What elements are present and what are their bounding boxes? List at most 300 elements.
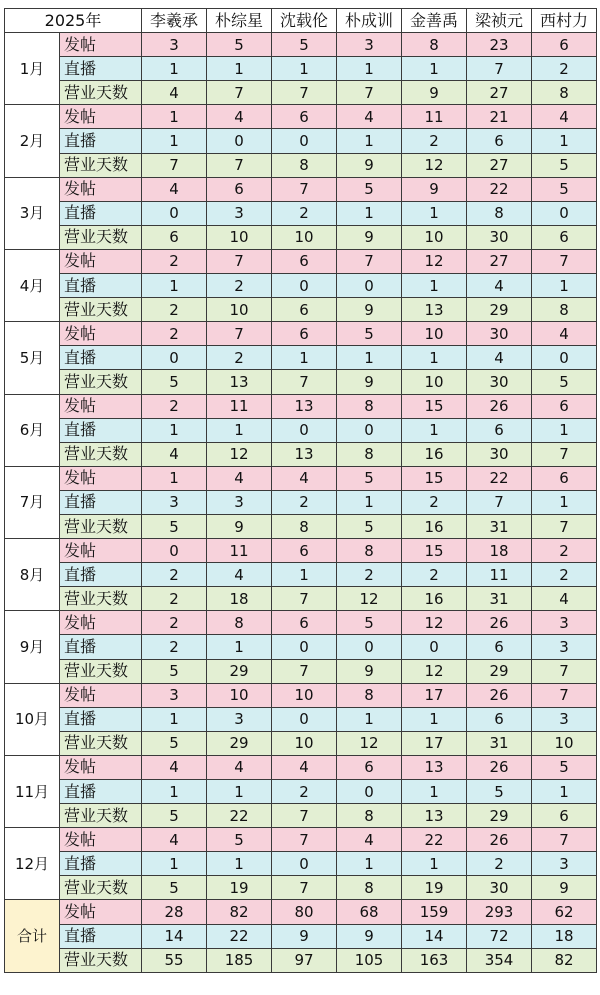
value-cell: 8 [272, 153, 337, 177]
value-cell: 7 [207, 249, 272, 273]
metric-label: 发帖 [60, 105, 142, 129]
value-cell: 5 [142, 659, 207, 683]
table-row [5, 587, 597, 611]
value-cell: 26 [467, 755, 532, 779]
value-cell: 30 [467, 442, 532, 466]
value-cell: 6 [467, 129, 532, 153]
value-cell: 7 [142, 153, 207, 177]
value-cell: 15 [402, 466, 467, 490]
value-cell: 0 [272, 274, 337, 298]
value-cell: 12 [402, 659, 467, 683]
value-cell: 31 [467, 731, 532, 755]
value-cell: 3 [532, 852, 597, 876]
value-cell: 3 [337, 33, 402, 57]
value-cell: 27 [467, 153, 532, 177]
value-cell: 26 [467, 828, 532, 852]
value-cell: 15 [402, 394, 467, 418]
value-cell: 9 [337, 659, 402, 683]
value-cell: 6 [272, 298, 337, 322]
value-cell: 1 [532, 418, 597, 442]
value-cell: 13 [272, 442, 337, 466]
value-cell: 17 [402, 731, 467, 755]
value-cell: 2 [142, 298, 207, 322]
value-cell: 12 [337, 731, 402, 755]
value-cell: 10 [402, 370, 467, 394]
value-cell: 10 [272, 731, 337, 755]
month-label: 4月 [5, 249, 60, 321]
value-cell: 105 [337, 948, 402, 972]
value-cell: 12 [402, 153, 467, 177]
value-cell: 1 [402, 346, 467, 370]
value-cell: 2 [272, 780, 337, 804]
value-cell: 2 [532, 563, 597, 587]
value-cell: 7 [272, 81, 337, 105]
value-cell: 10 [207, 683, 272, 707]
value-cell: 2 [402, 129, 467, 153]
table-row [5, 274, 597, 298]
value-cell: 3 [207, 490, 272, 514]
metric-label: 营业天数 [60, 659, 142, 683]
value-cell: 7 [272, 370, 337, 394]
value-cell: 21 [467, 105, 532, 129]
value-cell: 10 [402, 225, 467, 249]
value-cell: 2 [142, 635, 207, 659]
value-cell: 0 [337, 780, 402, 804]
value-cell: 12 [337, 587, 402, 611]
value-cell: 6 [272, 249, 337, 273]
value-cell: 18 [467, 539, 532, 563]
value-cell: 6 [207, 177, 272, 201]
value-cell: 9 [337, 924, 402, 948]
value-cell: 2 [272, 201, 337, 225]
value-cell: 4 [142, 755, 207, 779]
table-row [5, 852, 597, 876]
name-header: 金善禹 [402, 9, 467, 33]
value-cell: 4 [142, 81, 207, 105]
month-label: 8月 [5, 539, 60, 611]
metric-label: 直播 [60, 57, 142, 81]
value-cell: 4 [467, 346, 532, 370]
value-cell: 7 [337, 249, 402, 273]
value-cell: 7 [272, 587, 337, 611]
value-cell: 14 [402, 924, 467, 948]
value-cell: 15 [402, 539, 467, 563]
value-cell: 22 [207, 924, 272, 948]
value-cell: 5 [207, 828, 272, 852]
value-cell: 0 [272, 707, 337, 731]
value-cell: 7 [272, 876, 337, 900]
value-cell: 31 [467, 514, 532, 538]
value-cell: 97 [272, 948, 337, 972]
value-cell: 8 [402, 33, 467, 57]
value-cell: 2 [142, 249, 207, 273]
table-row [5, 57, 597, 81]
table-row [5, 635, 597, 659]
value-cell: 7 [467, 490, 532, 514]
value-cell: 0 [272, 129, 337, 153]
value-cell: 10 [272, 225, 337, 249]
value-cell: 1 [207, 635, 272, 659]
table-row [5, 876, 597, 900]
value-cell: 7 [532, 442, 597, 466]
value-cell: 5 [532, 153, 597, 177]
metric-label: 发帖 [60, 828, 142, 852]
metric-label: 发帖 [60, 466, 142, 490]
value-cell: 9 [337, 298, 402, 322]
value-cell: 68 [337, 900, 402, 924]
value-cell: 5 [142, 804, 207, 828]
metric-label: 发帖 [60, 683, 142, 707]
value-cell: 4 [272, 755, 337, 779]
value-cell: 8 [337, 683, 402, 707]
month-label: 2月 [5, 105, 60, 177]
value-cell: 1 [402, 57, 467, 81]
value-cell: 9 [402, 177, 467, 201]
value-cell: 1 [272, 346, 337, 370]
value-cell: 3 [142, 490, 207, 514]
value-cell: 5 [142, 731, 207, 755]
metric-label: 发帖 [60, 177, 142, 201]
table-row [5, 322, 597, 346]
value-cell: 159 [402, 900, 467, 924]
value-cell: 10 [207, 298, 272, 322]
month-label: 1月 [5, 33, 60, 105]
value-cell: 5 [532, 177, 597, 201]
value-cell: 1 [272, 57, 337, 81]
value-cell: 29 [467, 298, 532, 322]
value-cell: 2 [272, 490, 337, 514]
value-cell: 0 [402, 635, 467, 659]
value-cell: 12 [402, 611, 467, 635]
value-cell: 1 [532, 129, 597, 153]
value-cell: 6 [272, 611, 337, 635]
metric-label: 发帖 [60, 33, 142, 57]
value-cell: 11 [207, 394, 272, 418]
value-cell: 0 [272, 635, 337, 659]
value-cell: 1 [337, 707, 402, 731]
value-cell: 12 [207, 442, 272, 466]
value-cell: 9 [402, 81, 467, 105]
metric-label: 营业天数 [60, 948, 142, 972]
value-cell: 13 [402, 755, 467, 779]
value-cell: 8 [467, 201, 532, 225]
metric-label: 发帖 [60, 539, 142, 563]
table-row [5, 804, 597, 828]
name-header: 朴成训 [337, 9, 402, 33]
table-row [5, 129, 597, 153]
table-row [5, 948, 597, 972]
table-row [5, 298, 597, 322]
value-cell: 5 [337, 611, 402, 635]
metric-label: 直播 [60, 346, 142, 370]
value-cell: 2 [337, 563, 402, 587]
value-cell: 6 [467, 707, 532, 731]
value-cell: 13 [402, 804, 467, 828]
metric-label: 直播 [60, 563, 142, 587]
name-header: 李羲承 [142, 9, 207, 33]
table-row [5, 780, 597, 804]
table-row [5, 490, 597, 514]
table-row [5, 683, 597, 707]
metric-label: 发帖 [60, 394, 142, 418]
value-cell: 5 [532, 755, 597, 779]
value-cell: 4 [532, 587, 597, 611]
value-cell: 2 [402, 490, 467, 514]
table-row [5, 346, 597, 370]
metric-label: 直播 [60, 201, 142, 225]
table-row [5, 514, 597, 538]
value-cell: 2 [142, 611, 207, 635]
value-cell: 3 [532, 707, 597, 731]
value-cell: 29 [467, 659, 532, 683]
value-cell: 8 [207, 611, 272, 635]
value-cell: 7 [532, 683, 597, 707]
value-cell: 7 [272, 804, 337, 828]
month-label: 10月 [5, 683, 60, 755]
month-label: 9月 [5, 611, 60, 683]
value-cell: 8 [337, 539, 402, 563]
value-cell: 4 [207, 466, 272, 490]
value-cell: 1 [142, 466, 207, 490]
value-cell: 13 [207, 370, 272, 394]
metric-label: 营业天数 [60, 442, 142, 466]
value-cell: 13 [272, 394, 337, 418]
value-cell: 0 [337, 274, 402, 298]
value-cell: 5 [337, 466, 402, 490]
metric-label: 直播 [60, 852, 142, 876]
value-cell: 3 [142, 33, 207, 57]
year-header: 2025年 [5, 9, 142, 33]
value-cell: 1 [142, 707, 207, 731]
value-cell: 2 [142, 587, 207, 611]
value-cell: 185 [207, 948, 272, 972]
value-cell: 354 [467, 948, 532, 972]
value-cell: 10 [207, 225, 272, 249]
metric-label: 营业天数 [60, 514, 142, 538]
name-header: 梁祯元 [467, 9, 532, 33]
value-cell: 1 [272, 563, 337, 587]
value-cell: 5 [142, 514, 207, 538]
table-row [5, 225, 597, 249]
metric-label: 营业天数 [60, 81, 142, 105]
metric-label: 直播 [60, 490, 142, 514]
value-cell: 1 [142, 852, 207, 876]
metric-label: 营业天数 [60, 731, 142, 755]
value-cell: 1 [337, 201, 402, 225]
value-cell: 9 [272, 924, 337, 948]
value-cell: 19 [207, 876, 272, 900]
value-cell: 1 [207, 852, 272, 876]
value-cell: 5 [337, 514, 402, 538]
value-cell: 2 [207, 274, 272, 298]
value-cell: 7 [532, 249, 597, 273]
value-cell: 1 [142, 418, 207, 442]
value-cell: 30 [467, 322, 532, 346]
value-cell: 10 [402, 322, 467, 346]
value-cell: 1 [207, 57, 272, 81]
value-cell: 1 [402, 274, 467, 298]
value-cell: 1 [337, 852, 402, 876]
value-cell: 1 [532, 274, 597, 298]
value-cell: 6 [272, 105, 337, 129]
value-cell: 6 [142, 225, 207, 249]
value-cell: 14 [142, 924, 207, 948]
value-cell: 16 [402, 514, 467, 538]
table-row [5, 394, 597, 418]
value-cell: 3 [532, 635, 597, 659]
value-cell: 1 [142, 129, 207, 153]
table-row [5, 201, 597, 225]
value-cell: 2 [467, 852, 532, 876]
value-cell: 7 [207, 81, 272, 105]
value-cell: 3 [142, 683, 207, 707]
value-cell: 8 [337, 876, 402, 900]
value-cell: 31 [467, 587, 532, 611]
value-cell: 7 [532, 659, 597, 683]
value-cell: 16 [402, 587, 467, 611]
value-cell: 2 [142, 394, 207, 418]
value-cell: 4 [532, 322, 597, 346]
value-cell: 82 [207, 900, 272, 924]
value-cell: 19 [402, 876, 467, 900]
value-cell: 0 [337, 418, 402, 442]
value-cell: 2 [532, 539, 597, 563]
metric-label: 营业天数 [60, 298, 142, 322]
total-label: 合计 [5, 900, 60, 972]
metric-label: 发帖 [60, 755, 142, 779]
value-cell: 8 [532, 81, 597, 105]
value-cell: 4 [467, 274, 532, 298]
value-cell: 293 [467, 900, 532, 924]
table-row [5, 755, 597, 779]
value-cell: 6 [532, 804, 597, 828]
value-cell: 3 [532, 611, 597, 635]
value-cell: 16 [402, 442, 467, 466]
value-cell: 26 [467, 683, 532, 707]
table-row [5, 731, 597, 755]
value-cell: 8 [272, 514, 337, 538]
table-row [5, 659, 597, 683]
name-header: 朴综星 [207, 9, 272, 33]
month-label: 12月 [5, 828, 60, 900]
value-cell: 3 [207, 707, 272, 731]
value-cell: 23 [467, 33, 532, 57]
value-cell: 2 [207, 346, 272, 370]
value-cell: 7 [272, 177, 337, 201]
value-cell: 22 [207, 804, 272, 828]
table-row [5, 153, 597, 177]
value-cell: 1 [532, 780, 597, 804]
value-cell: 9 [337, 153, 402, 177]
value-cell: 0 [337, 635, 402, 659]
value-cell: 1 [402, 418, 467, 442]
value-cell: 6 [532, 466, 597, 490]
value-cell: 22 [467, 466, 532, 490]
value-cell: 6 [532, 394, 597, 418]
value-cell: 5 [337, 177, 402, 201]
metric-label: 营业天数 [60, 804, 142, 828]
value-cell: 4 [532, 105, 597, 129]
value-cell: 5 [207, 33, 272, 57]
table-row [5, 539, 597, 563]
value-cell: 6 [272, 322, 337, 346]
value-cell: 0 [272, 852, 337, 876]
value-cell: 5 [272, 33, 337, 57]
metric-label: 发帖 [60, 322, 142, 346]
metric-label: 营业天数 [60, 370, 142, 394]
value-cell: 1 [207, 418, 272, 442]
value-cell: 7 [272, 659, 337, 683]
value-cell: 6 [272, 539, 337, 563]
value-cell: 1 [337, 57, 402, 81]
value-cell: 4 [337, 105, 402, 129]
value-cell: 7 [467, 57, 532, 81]
metric-label: 营业天数 [60, 225, 142, 249]
value-cell: 5 [142, 370, 207, 394]
value-cell: 22 [402, 828, 467, 852]
value-cell: 6 [337, 755, 402, 779]
value-cell: 2 [142, 563, 207, 587]
table-row [5, 249, 597, 273]
value-cell: 0 [142, 346, 207, 370]
value-cell: 5 [532, 370, 597, 394]
value-cell: 10 [272, 683, 337, 707]
value-cell: 3 [207, 201, 272, 225]
value-cell: 8 [337, 442, 402, 466]
value-cell: 28 [142, 900, 207, 924]
value-cell: 0 [532, 201, 597, 225]
value-cell: 2 [402, 563, 467, 587]
value-cell: 26 [467, 611, 532, 635]
metric-label: 直播 [60, 129, 142, 153]
metric-label: 直播 [60, 274, 142, 298]
table-row [5, 370, 597, 394]
header-row [5, 9, 597, 33]
value-cell: 1 [142, 780, 207, 804]
table-row [5, 81, 597, 105]
value-cell: 10 [532, 731, 597, 755]
value-cell: 80 [272, 900, 337, 924]
value-cell: 9 [337, 370, 402, 394]
value-cell: 163 [402, 948, 467, 972]
value-cell: 12 [402, 249, 467, 273]
metric-label: 营业天数 [60, 153, 142, 177]
table-row [5, 466, 597, 490]
metric-label: 直播 [60, 707, 142, 731]
value-cell: 1 [207, 780, 272, 804]
metric-label: 直播 [60, 635, 142, 659]
value-cell: 29 [207, 731, 272, 755]
table-row [5, 105, 597, 129]
value-cell: 9 [337, 225, 402, 249]
value-cell: 30 [467, 370, 532, 394]
value-cell: 62 [532, 900, 597, 924]
value-cell: 9 [532, 876, 597, 900]
table-row [5, 418, 597, 442]
value-cell: 1 [402, 707, 467, 731]
value-cell: 7 [337, 81, 402, 105]
table-row [5, 900, 597, 924]
value-cell: 27 [467, 81, 532, 105]
value-cell: 4 [207, 105, 272, 129]
value-cell: 4 [142, 177, 207, 201]
value-cell: 1 [337, 490, 402, 514]
month-label: 11月 [5, 755, 60, 827]
value-cell: 11 [467, 563, 532, 587]
metric-label: 发帖 [60, 611, 142, 635]
value-cell: 8 [532, 298, 597, 322]
value-cell: 4 [207, 563, 272, 587]
